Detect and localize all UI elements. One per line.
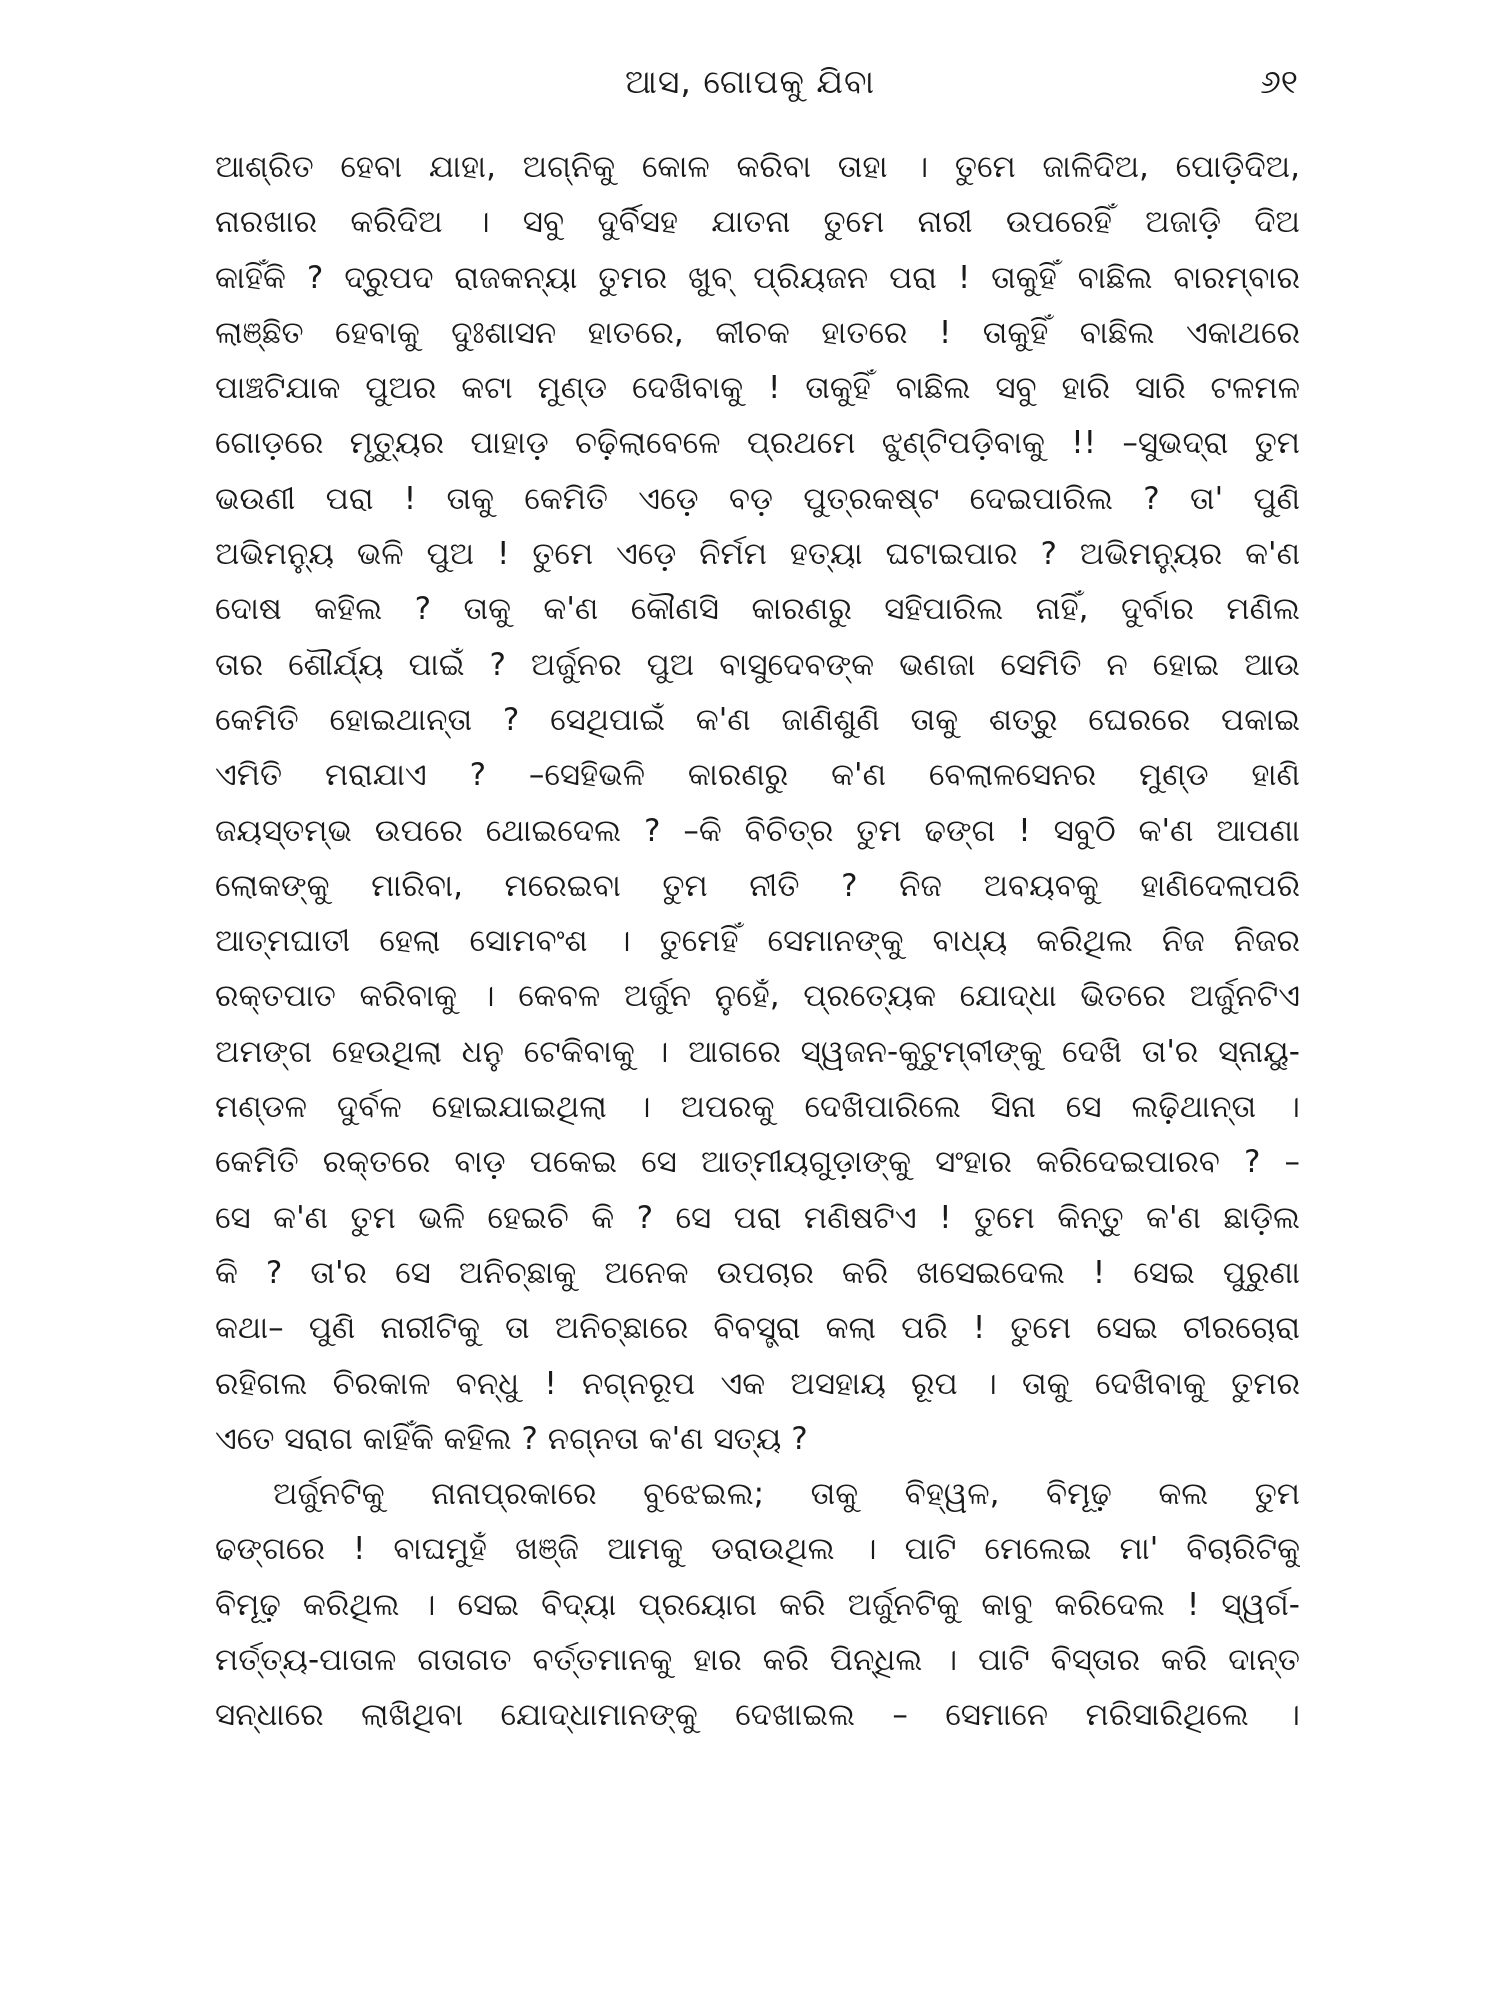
text-line: ଢଙ୍ଗରେ ! ବାଘମୁହଁ ଖଞ୍ଜି ଆମକୁ ଡରାଉଥିଲ । ପାଟି ମେଲେଇ ମା' ବିଚାରିଟିକୁ: [215, 1531, 1300, 1568]
text-line: ଅର୍ଜୁନଟିକୁ ନାନାପ୍ରକାରେ ବୁଝେଇଲ; ତାକୁ ବିହ୍ୱଳ, ବିମୂଢ଼ କଲ ତୁମ: [273, 1476, 1300, 1513]
text-line: ଗୋଡ଼ରେ ମୃତ୍ୟୁର ପାହାଡ଼ ଚଢ଼ିଲାବେଳେ ପ୍ରଥମେ ଝୁଣ୍ଟିପଡ଼ିବାକୁ !! –ସୁଭଦ୍ରା ତୁମ: [215, 425, 1300, 462]
text-line: ଜୟସ୍ତମ୍ଭ ଉପରେ ଥୋଇଦେଲ ? –କି ବିଚିତ୍ର ତୁମ ଢଙ୍ଗ ! ସବୁଠି କ'ଣ ଆପଣା: [215, 812, 1300, 849]
text-line: ଆତ୍ମଘାତୀ ହେଲା ସୋମବଂଶ । ତୁମେହିଁ ସେମାନଙ୍କୁ ବାଧ୍ୟ କରିଥିଲ ନିଜ ନିଜର: [215, 923, 1300, 960]
text-line: ଏମିତି ମରାଯାଏ ? –ସେହିଭଳି କାରଣରୁ କ'ଣ ବେଲାଳସେନର ମୁଣ୍ଡ ହାଣି: [215, 757, 1300, 794]
text-line: ଭଉଣୀ ପରା ! ତାକୁ କେମିତି ଏଡ଼େ ବଡ଼ ପୁତ୍ରକଷ୍ଟ ଦେଇପାରିଲ ? ତା' ପୁଣି: [215, 480, 1300, 517]
running-title: ଆସ, ଗୋପକୁ ଯିବା: [624, 62, 876, 101]
text-line: ମଣ୍ଡଳ ଦୁର୍ବଳ ହୋଇଯାଇଥିଲା । ଅପରକୁ ଦେଖିପାରିଲେ ସିନା ସେ ଲଢ଼ିଥାନ୍ତା ।: [215, 1089, 1300, 1126]
text-line: ଅମଙ୍ଗ ହେଉଥିଲା ଧନୁ ଟେକିବାକୁ । ଆଗରେ ସ୍ୱଜନ-କୁଟୁମ୍ବୀଙ୍କୁ ଦେଖି ତା'ର ସ୍ନାୟୁ-: [215, 1033, 1300, 1070]
paragraph-1: [215, 140, 1300, 1467]
text-line: ପାଞ୍ଚଟିଯାକ ପୁଅର କଟା ମୁଣ୍ଡ ଦେଖିବାକୁ ! ତାକୁହିଁ ବାଛିଲ ସବୁ ହାରି ସାରି ଟଳମଳ: [215, 370, 1300, 407]
text-line: ରହିଗଲ ଚିରକାଳ ବନ୍ଧୁ ! ନଗ୍ନରୂପ ଏକ ଅସହାୟ ରୂପ । ତାକୁ ଦେଖିବାକୁ ତୁମର: [215, 1365, 1300, 1402]
text-line: ଲାଞ୍ଛିତ ହେବାକୁ ଦୁଃଶାସନ ହାତରେ, କୀଚକ ହାତରେ ! ତାକୁହିଁ ବାଛିଲ ଏକାଥରେ: [215, 314, 1300, 351]
text-line: କଥା– ପୁଣି ନାରୀଟିକୁ ତା ଅନିଚ୍ଛାରେ ବିବସ୍ତ୍ରା କଲା ପରି ! ତୁମେ ସେଇ ଚୀରଚୋରା: [215, 1310, 1300, 1347]
text-line: କେମିତି ରକ୍ତରେ ବାଡ଼ ପକେଇ ସେ ଆତ୍ମୀୟଗୁଡ଼ାଙ୍କୁ ସଂହାର କରିଦେଇପାରବ ? –: [215, 1144, 1300, 1181]
text-line: ଦୋଷ କହିଲ ? ତାକୁ କ'ଣ କୌଣସି କାରଣରୁ ସହିପାରିଲ ନାହିଁ, ଦୁର୍ବାର ମଣିଲ: [215, 591, 1300, 628]
text-line: ଆଶ୍ରିତ ହେବା ଯାହା, ଅଗ୍ନିକୁ କୋଳ କରିବା ତାହା । ତୁମେ ଜାଳିଦିଅ, ପୋଡ଼ିଦିଅ,: [215, 149, 1300, 185]
text-line: ନାରଖାର କରିଦିଅ । ସବୁ ଦୁର୍ବିସହ ଯାତନା ତୁମେ ନାରୀ ଉପରେହିଁ ଅଜାଡ଼ି ଦିଅ: [215, 204, 1300, 241]
text-line: ଅଭିମନ୍ୟୁ ଭଳି ପୁଅ ! ତୁମେ ଏଡ଼େ ନିର୍ମମ ହତ୍ୟା ଘଟାଇପାର ? ଅଭିମନ୍ୟୁର କ'ଣ: [215, 536, 1300, 573]
text-line: ଏତେ ସରାଗ କାହିଁକି କହିଲ ? ନଗ୍ନତା କ'ଣ ସତ୍ୟ ?: [215, 1420, 808, 1457]
paragraph-2: [215, 1467, 1300, 1743]
page-number: ୬୧: [1260, 62, 1298, 101]
text-line: ସନ୍ଧାରେ ଲାଖିଥିବା ଯୋଦ୍ଧାମାନଙ୍କୁ ଦେଖାଇଲ – ସେମାନେ ମରିସାରିଥିଲେ ।: [215, 1697, 1300, 1734]
text-line: ରକ୍ତପାତ କରିବାକୁ । କେବଳ ଅର୍ଜୁନ ନୁହେଁ, ପ୍ରତ୍ୟେକ ଯୋଦ୍ଧା ଭିତରେ ଅର୍ଜୁନଟିଏ: [215, 978, 1300, 1015]
text-line: କାହିଁକି ? ଦ୍ରୁପଦ ରାଜକନ୍ୟା ତୁମର ଖୁବ୍ ପ୍ରିୟଜନ ପରା ! ତାକୁହିଁ ବାଛିଲ ବାରମ୍ବାର: [215, 259, 1300, 296]
text-line: ତାର ଶୌର୍ଯ୍ୟ ପାଇଁ ? ଅର୍ଜୁନର ପୁଅ ବାସୁଦେବଙ୍କ ଭଣଜା ସେମିତି ନ ହୋଇ ଆଉ: [215, 646, 1300, 683]
text-line: ମର୍ତ୍ତ୍ୟ-ପାତାଳ ଗତାଗତ ବର୍ତ୍ତମାନକୁ ହାର କରି ପିନ୍ଧିଲ । ପାଟି ବିସ୍ତାର କରି ଦାନ୍ତ: [215, 1642, 1300, 1679]
body-text: [215, 140, 1300, 1744]
running-head: [0, 52, 1500, 112]
text-line: ସେ କ'ଣ ତୁମ ଭଳି ହେଇଚି କି ? ସେ ପରା ମଣିଷଟିଏ ! ତୁମେ କିନ୍ତୁ କ'ଣ ଛାଡ଼ିଲ: [215, 1199, 1300, 1236]
text-line: କି ? ତା'ର ସେ ଅନିଚ୍ଛାକୁ ଅନେକ ଉପଚାର କରି ଖସେଇଦେଲ ! ସେଇ ପୁରୁଣା: [215, 1254, 1300, 1291]
text-line: କେମିତି ହୋଇଥାନ୍ତା ? ସେଥିପାଇଁ କ'ଣ ଜାଣିଶୁଣି ତାକୁ ଶତ୍ରୁ ଘେରରେ ପକାଇ: [215, 701, 1300, 738]
text-line: ବିମୂଢ଼ କରିଥିଲ । ସେଇ ବିଦ୍ୟା ପ୍ରୟୋଗ କରି ଅର୍ଜୁନଟିକୁ କାବୁ କରିଦେଲ ! ସ୍ୱର୍ଗ-: [215, 1586, 1300, 1623]
text-line: ଲୋକଙ୍କୁ ମାରିବା, ମରେଇବା ତୁମ ନୀତି ? ନିଜ ଅବୟବକୁ ହାଣିଦେଲାପରି: [215, 867, 1300, 904]
